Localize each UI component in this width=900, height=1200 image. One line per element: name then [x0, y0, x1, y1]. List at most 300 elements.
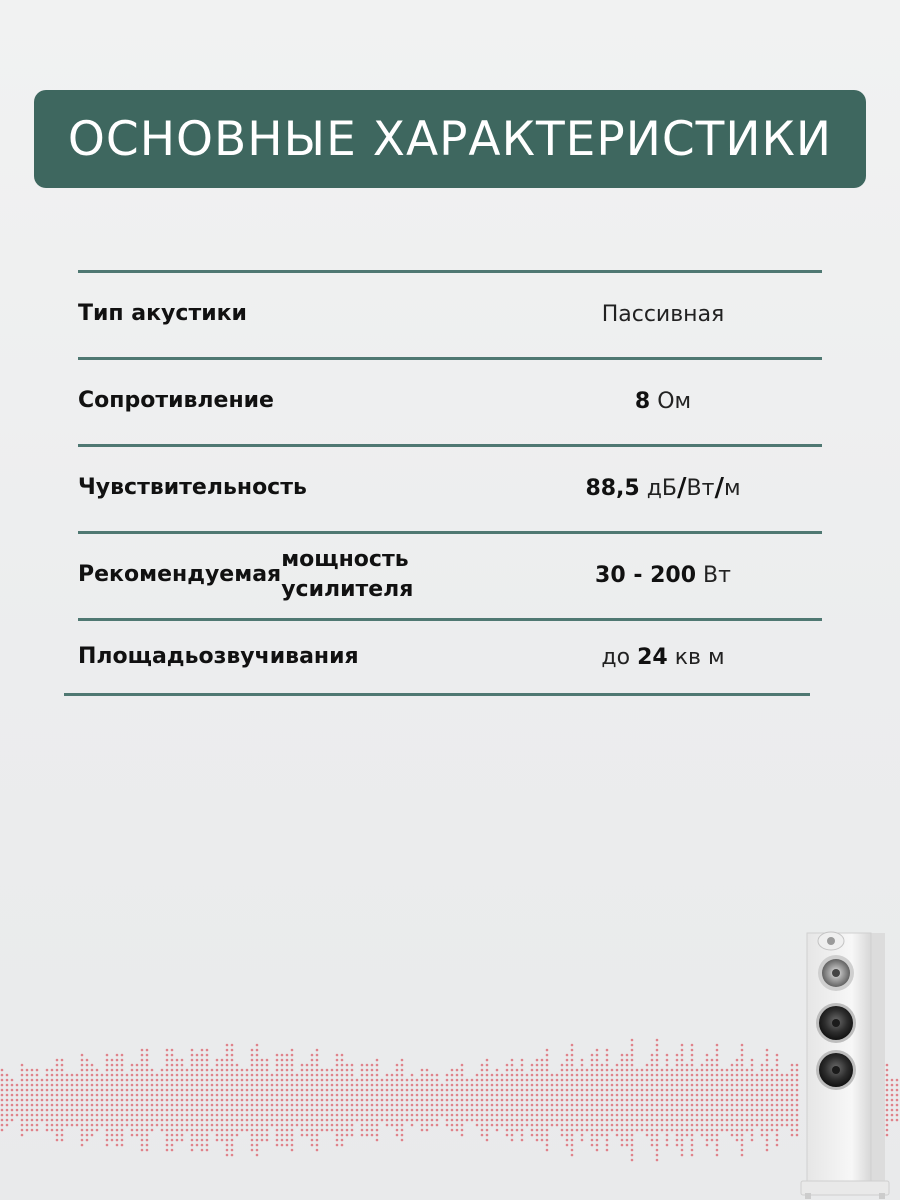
wave-dot: [111, 1099, 114, 1102]
wave-dot: [546, 1084, 549, 1087]
wave-dot: [711, 1119, 714, 1122]
wave-dot: [526, 1094, 529, 1097]
wave-dot: [721, 1129, 724, 1132]
wave-dot: [186, 1074, 189, 1077]
wave-dot: [716, 1069, 719, 1072]
wave-dot: [491, 1124, 494, 1127]
wave-dot: [341, 1094, 344, 1097]
wave-dot: [141, 1089, 144, 1092]
wave-dot: [691, 1044, 694, 1047]
wave-dot: [681, 1099, 684, 1102]
wave-dot: [626, 1069, 629, 1072]
wave-dot: [131, 1129, 134, 1132]
wave-dot: [636, 1119, 639, 1122]
wave-dot: [41, 1114, 44, 1117]
wave-dot: [686, 1089, 689, 1092]
wave-dot: [771, 1119, 774, 1122]
wave-dot: [361, 1089, 364, 1092]
wave-dot: [226, 1064, 229, 1067]
wave-dot: [246, 1084, 249, 1087]
wave-dot: [646, 1124, 649, 1127]
wave-dot: [521, 1074, 524, 1077]
wave-dot: [281, 1129, 284, 1132]
wave-dot: [671, 1094, 674, 1097]
wave-dot: [261, 1114, 264, 1117]
wave-dot: [721, 1069, 724, 1072]
wave-dot: [436, 1079, 439, 1082]
wave-dot: [751, 1119, 754, 1122]
wave-dot: [351, 1119, 354, 1122]
wave-dot: [636, 1084, 639, 1087]
wave-dot: [691, 1089, 694, 1092]
wave-dot: [6, 1119, 9, 1122]
wave-dot: [516, 1114, 519, 1117]
wave-dot: [221, 1114, 224, 1117]
sound-wave-graphic: [0, 1030, 900, 1170]
wave-dot: [316, 1139, 319, 1142]
wave-dot: [686, 1069, 689, 1072]
wave-dot: [141, 1099, 144, 1102]
wave-dot: [221, 1129, 224, 1132]
wave-dot: [591, 1094, 594, 1097]
wave-dot: [681, 1144, 684, 1147]
wave-dot: [691, 1114, 694, 1117]
wave-dot: [436, 1119, 439, 1122]
wave-dot: [256, 1129, 259, 1132]
wave-dot: [41, 1109, 44, 1112]
wave-dot: [791, 1134, 794, 1137]
wave-dot: [91, 1079, 94, 1082]
wave-dot: [311, 1054, 314, 1057]
wave-dot: [741, 1054, 744, 1057]
wave-dot: [546, 1114, 549, 1117]
wave-dot: [21, 1124, 24, 1127]
wave-dot: [576, 1089, 579, 1092]
wave-dot: [451, 1129, 454, 1132]
wave-dot: [626, 1094, 629, 1097]
wave-dot: [386, 1104, 389, 1107]
wave-dot: [501, 1099, 504, 1102]
wave-dot: [226, 1089, 229, 1092]
wave-dot: [656, 1089, 659, 1092]
wave-dot: [146, 1139, 149, 1142]
wave-dot: [616, 1089, 619, 1092]
wave-dot: [531, 1064, 534, 1067]
wave-dot: [521, 1114, 524, 1117]
wave-dot: [546, 1074, 549, 1077]
wave-dot: [561, 1099, 564, 1102]
wave-dot: [741, 1099, 744, 1102]
spec-label: [78, 620, 408, 694]
wave-dot: [401, 1084, 404, 1087]
wave-dot: [131, 1069, 134, 1072]
wave-dot: [166, 1074, 169, 1077]
wave-dot: [436, 1124, 439, 1127]
wave-dot: [776, 1104, 779, 1107]
wave-dot: [146, 1099, 149, 1102]
wave-dot: [751, 1124, 754, 1127]
wave-dot: [561, 1109, 564, 1112]
wave-dot: [776, 1119, 779, 1122]
wave-dot: [171, 1134, 174, 1137]
wave-dot: [181, 1139, 184, 1142]
wave-dot: [301, 1089, 304, 1092]
wave-dot: [596, 1059, 599, 1062]
wave-dot: [481, 1064, 484, 1067]
wave-dot: [766, 1094, 769, 1097]
wave-dot: [676, 1089, 679, 1092]
wave-dot: [26, 1104, 29, 1107]
wave-dot: [116, 1139, 119, 1142]
wave-dot: [196, 1099, 199, 1102]
wave-dot: [151, 1124, 154, 1127]
wave-dot: [536, 1079, 539, 1082]
wave-dot: [551, 1119, 554, 1122]
wave-dot: [471, 1079, 474, 1082]
wave-dot: [151, 1069, 154, 1072]
wave-dot: [696, 1069, 699, 1072]
wave-dot: [621, 1129, 624, 1132]
wave-dot: [36, 1119, 39, 1122]
wave-dot: [626, 1099, 629, 1102]
wave-dot: [251, 1079, 254, 1082]
wave-dot: [536, 1139, 539, 1142]
wave-dot: [671, 1114, 674, 1117]
wave-dot: [481, 1074, 484, 1077]
wave-dot: [396, 1124, 399, 1127]
wave-dot: [541, 1129, 544, 1132]
wave-dot: [596, 1139, 599, 1142]
wave-dot: [166, 1059, 169, 1062]
wave-dot: [236, 1124, 239, 1127]
wave-dot: [636, 1069, 639, 1072]
wave-dot: [546, 1109, 549, 1112]
wave-dot: [81, 1084, 84, 1087]
wave-dot: [571, 1084, 574, 1087]
wave-dot: [1, 1129, 4, 1132]
wave-dot: [626, 1134, 629, 1137]
wave-dot: [66, 1094, 69, 1097]
wave-dot: [416, 1104, 419, 1107]
wave-dot: [776, 1074, 779, 1077]
wave-dot: [351, 1094, 354, 1097]
wave-dot: [556, 1119, 559, 1122]
wave-dot: [596, 1094, 599, 1097]
wave-dot: [171, 1114, 174, 1117]
wave-dot: [181, 1124, 184, 1127]
wave-dot: [621, 1144, 624, 1147]
wave-dot: [781, 1084, 784, 1087]
wave-dot: [566, 1119, 569, 1122]
wave-dot: [146, 1049, 149, 1052]
wave-dot: [206, 1069, 209, 1072]
wave-dot: [601, 1084, 604, 1087]
wave-dot: [316, 1149, 319, 1152]
wave-dot: [171, 1079, 174, 1082]
wave-dot: [61, 1139, 64, 1142]
wave-dot: [631, 1064, 634, 1067]
wave-dot: [716, 1084, 719, 1087]
wave-dot: [421, 1079, 424, 1082]
wave-dot: [286, 1134, 289, 1137]
wave-dot: [206, 1149, 209, 1152]
wave-dot: [171, 1144, 174, 1147]
wave-dot: [351, 1069, 354, 1072]
wave-dot: [776, 1064, 779, 1067]
wave-dot: [231, 1069, 234, 1072]
wave-dot: [461, 1089, 464, 1092]
wave-dot: [256, 1134, 259, 1137]
wave-dot: [191, 1059, 194, 1062]
wave-dot: [641, 1114, 644, 1117]
wave-dot: [221, 1139, 224, 1142]
wave-dot: [586, 1104, 589, 1107]
wave-dot: [51, 1119, 54, 1122]
wave-dot: [326, 1069, 329, 1072]
wave-dot: [626, 1079, 629, 1082]
wave-dot: [381, 1114, 384, 1117]
wave-dot: [431, 1094, 434, 1097]
wave-dot: [86, 1134, 89, 1137]
spec-value: [518, 272, 808, 356]
wave-dot: [341, 1064, 344, 1067]
wave-dot: [521, 1069, 524, 1072]
wave-dot: [1, 1124, 4, 1127]
wave-dot: [556, 1109, 559, 1112]
wave-dot: [256, 1044, 259, 1047]
wave-dot: [541, 1109, 544, 1112]
wave-dot: [666, 1089, 669, 1092]
wave-dot: [111, 1114, 114, 1117]
wave-dot: [636, 1104, 639, 1107]
wave-dot: [756, 1074, 759, 1077]
wave-dot: [421, 1124, 424, 1127]
wave-dot: [401, 1124, 404, 1127]
wave-dot: [476, 1089, 479, 1092]
wave-dot: [716, 1139, 719, 1142]
wave-dot: [591, 1089, 594, 1092]
wave-dot: [201, 1104, 204, 1107]
wave-dot: [26, 1074, 29, 1077]
wave-dot: [516, 1104, 519, 1107]
wave-dot: [236, 1134, 239, 1137]
wave-dot: [541, 1074, 544, 1077]
wave-dot: [446, 1099, 449, 1102]
wave-dot: [541, 1099, 544, 1102]
wave-dot: [481, 1084, 484, 1087]
wave-dot: [711, 1139, 714, 1142]
wave-dot: [561, 1094, 564, 1097]
wave-dot: [281, 1079, 284, 1082]
wave-dot: [586, 1119, 589, 1122]
wave-dot: [676, 1069, 679, 1072]
wave-dot: [316, 1099, 319, 1102]
wave-dot: [606, 1129, 609, 1132]
wave-dot: [271, 1104, 274, 1107]
wave-dot: [251, 1149, 254, 1152]
wave-dot: [581, 1079, 584, 1082]
wave-dot: [226, 1134, 229, 1137]
wave-dot: [696, 1124, 699, 1127]
wave-dot: [621, 1104, 624, 1107]
wave-dot: [241, 1079, 244, 1082]
wave-dot: [786, 1074, 789, 1077]
wave-dot: [656, 1139, 659, 1142]
wave-dot: [446, 1074, 449, 1077]
wave-dot: [196, 1129, 199, 1132]
wave-dot: [236, 1084, 239, 1087]
wave-dot: [766, 1144, 769, 1147]
wave-dot: [56, 1134, 59, 1137]
wave-dot: [491, 1114, 494, 1117]
wave-dot: [316, 1119, 319, 1122]
wave-dot: [546, 1119, 549, 1122]
wave-dot: [6, 1089, 9, 1092]
wave-dot: [341, 1074, 344, 1077]
wave-dot: [261, 1124, 264, 1127]
wave-dot: [351, 1124, 354, 1127]
wave-dot: [786, 1089, 789, 1092]
wave-dot: [106, 1104, 109, 1107]
wave-dot: [401, 1099, 404, 1102]
wave-dot: [31, 1099, 34, 1102]
wave-dot: [316, 1084, 319, 1087]
wave-dot: [81, 1089, 84, 1092]
spec-value-number: 30 - 200: [595, 562, 697, 588]
wave-dot: [526, 1089, 529, 1092]
wave-dot: [411, 1109, 414, 1112]
wave-dot: [216, 1104, 219, 1107]
wave-dot: [356, 1119, 359, 1122]
wave-dot: [491, 1094, 494, 1097]
wave-dot: [386, 1099, 389, 1102]
wave-dot: [266, 1134, 269, 1137]
wave-dot: [601, 1099, 604, 1102]
wave-dot: [766, 1109, 769, 1112]
wave-dot: [11, 1109, 14, 1112]
wave-dot: [216, 1119, 219, 1122]
wave-dot: [106, 1054, 109, 1057]
wave-dot: [136, 1124, 139, 1127]
wave-dot: [741, 1104, 744, 1107]
wave-dot: [346, 1094, 349, 1097]
wave-dot: [621, 1079, 624, 1082]
wave-dot: [361, 1074, 364, 1077]
wave-dot: [81, 1074, 84, 1077]
wave-dot: [361, 1104, 364, 1107]
wave-dot: [206, 1129, 209, 1132]
wave-dot: [36, 1084, 39, 1087]
wave-dot: [296, 1084, 299, 1087]
wave-dot: [381, 1099, 384, 1102]
wave-dot: [71, 1109, 74, 1112]
wave-dot: [346, 1079, 349, 1082]
wave-dot: [401, 1069, 404, 1072]
wave-dot: [416, 1099, 419, 1102]
wave-dot: [776, 1084, 779, 1087]
wave-dot: [231, 1099, 234, 1102]
wave-dot: [6, 1074, 9, 1077]
wave-dot: [446, 1109, 449, 1112]
wave-dot: [251, 1114, 254, 1117]
wave-dot: [171, 1089, 174, 1092]
wave-dot: [211, 1084, 214, 1087]
wave-dot: [651, 1089, 654, 1092]
wave-dot: [416, 1094, 419, 1097]
wave-dot: [81, 1079, 84, 1082]
wave-dot: [111, 1124, 114, 1127]
wave-dot: [396, 1104, 399, 1107]
wave-dot: [121, 1054, 124, 1057]
wave-dot: [251, 1074, 254, 1077]
wave-dot: [766, 1084, 769, 1087]
wave-dot: [81, 1114, 84, 1117]
wave-dot: [106, 1064, 109, 1067]
wave-dot: [241, 1129, 244, 1132]
wave-dot: [631, 1114, 634, 1117]
wave-dot: [366, 1074, 369, 1077]
wave-dot: [741, 1119, 744, 1122]
wave-dot: [256, 1109, 259, 1112]
wave-dot: [256, 1119, 259, 1122]
wave-dot: [576, 1124, 579, 1127]
wave-dot: [506, 1134, 509, 1137]
wave-dot: [141, 1049, 144, 1052]
wave-dot: [421, 1094, 424, 1097]
wave-dot: [231, 1129, 234, 1132]
wave-dot: [196, 1059, 199, 1062]
wave-dot: [76, 1114, 79, 1117]
wave-dot: [261, 1104, 264, 1107]
wave-dot: [441, 1114, 444, 1117]
wave-dot: [21, 1104, 24, 1107]
wave-dot: [446, 1114, 449, 1117]
wave-dot: [351, 1109, 354, 1112]
spec-value-unit: кв м: [667, 644, 725, 670]
wave-dot: [741, 1079, 744, 1082]
wave-dot: [246, 1114, 249, 1117]
wave-dot: [411, 1094, 414, 1097]
wave-dot: [631, 1139, 634, 1142]
wave-dot: [266, 1114, 269, 1117]
wave-dot: [136, 1089, 139, 1092]
wave-dot: [346, 1119, 349, 1122]
wave-dot: [221, 1094, 224, 1097]
wave-dot: [601, 1134, 604, 1137]
wave-dot: [506, 1084, 509, 1087]
wave-dot: [321, 1124, 324, 1127]
wave-dot: [61, 1079, 64, 1082]
wave-dot: [581, 1124, 584, 1127]
wave-dot: [766, 1074, 769, 1077]
wave-dot: [731, 1074, 734, 1077]
wave-dot: [316, 1144, 319, 1147]
wave-dot: [206, 1134, 209, 1137]
wave-dot: [426, 1074, 429, 1077]
wave-dot: [226, 1099, 229, 1102]
wave-dot: [81, 1099, 84, 1102]
wave-dot: [166, 1089, 169, 1092]
wave-dot: [736, 1134, 739, 1137]
wave-dot: [371, 1104, 374, 1107]
wave-dot: [396, 1094, 399, 1097]
wave-dot: [541, 1079, 544, 1082]
wave-dot: [736, 1104, 739, 1107]
wave-dot: [636, 1129, 639, 1132]
wave-dot: [86, 1074, 89, 1077]
wave-dot: [191, 1119, 194, 1122]
wave-dot: [786, 1084, 789, 1087]
